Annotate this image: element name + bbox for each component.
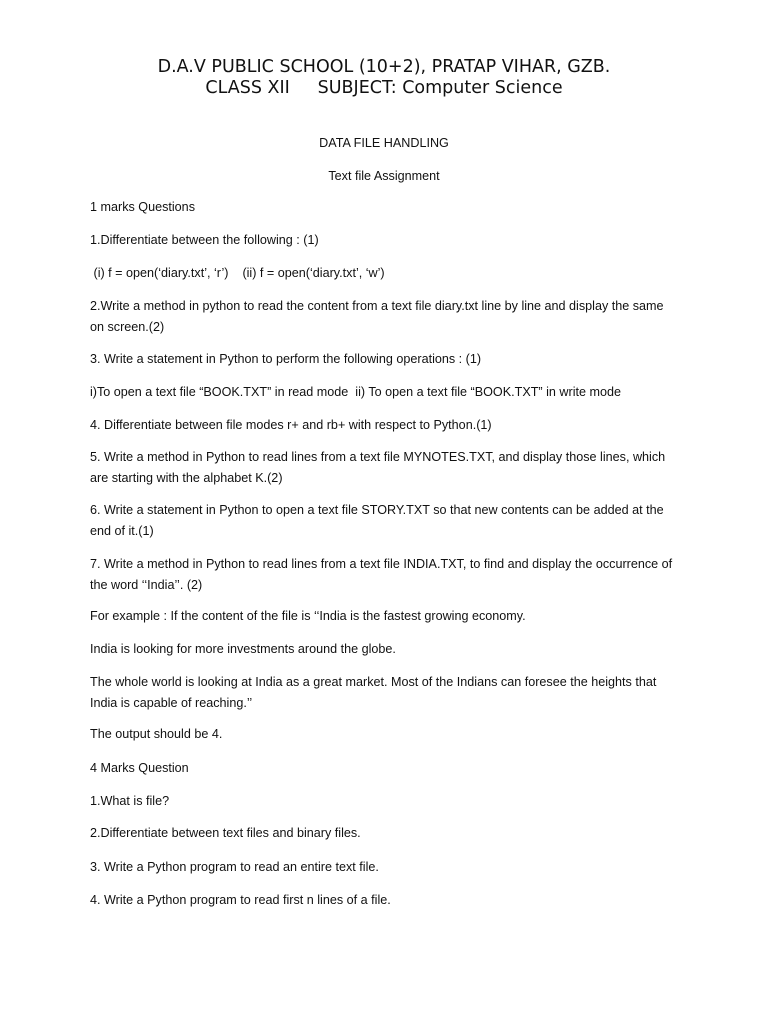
question-1-options: (i) f = open(‘diary.txt’, ‘r’) (ii) f = open(‘diary.txt’, ‘w’) [90, 266, 385, 280]
long-question-1: 1.What is file? [90, 794, 170, 808]
question-1: 1.Differentiate between the following : (1) [90, 233, 319, 247]
question-4: 4. Differentiate between file modes r+ and rb+ with respect to Python.(1) [90, 418, 492, 432]
question-3-options: i)To open a text file “BOOK.TXT” in read mode ii) To open a text file “BOOK.TXT” in write mode [90, 385, 622, 399]
document-subtitle: Text file Assignment [328, 169, 440, 183]
question-5: 5. Write a method in Python to read lines from a text file MYNOTES.TXT, and display those lines, which are starting with the alphabet K.(2) [90, 450, 666, 485]
question-7: 7. Write a method in Python to read lines from a text file INDIA.TXT, to find and display the occurrence of the word ‘‘India’’. (2) [90, 557, 673, 592]
example-line-1: For example : If the content of the file is ‘‘India is the fastest growing economy. [90, 609, 526, 623]
section-heading-4-marks: 4 Marks Question [90, 761, 189, 775]
example-line-3: The whole world is looking at India as a great market. Most of the Indians can foresee the heights that India is capable of reaching.’’ [90, 675, 657, 710]
class-subject: CLASS XII SUBJECT: Computer Science [205, 78, 563, 98]
expected-output: The output should be 4. [90, 727, 223, 741]
section-heading-1-marks: 1 marks Questions [90, 200, 195, 214]
question-3: 3. Write a statement in Python to perform the following operations : (1) [90, 352, 482, 366]
question-2: 2.Write a method in python to read the content from a text file diary.txt line by line and display the same on screen.(2) [90, 299, 664, 334]
example-line-2: India is looking for more investments around the globe. [90, 642, 396, 656]
long-question-3: 3. Write a Python program to read an entire text file. [90, 860, 379, 874]
document-title: DATA FILE HANDLING [319, 136, 449, 150]
school-name: D.A.V PUBLIC SCHOOL (10+2), PRATAP VIHAR, GZB. [157, 57, 611, 77]
long-question-4: 4. Write a Python program to read first n lines of a file. [90, 893, 391, 907]
long-question-2: 2.Differentiate between text files and binary files. [90, 826, 361, 840]
school-header [0, 57, 768, 99]
question-6: 6. Write a statement in Python to open a text file STORY.TXT so that new contents can be added at the end of it.(1) [90, 503, 664, 538]
